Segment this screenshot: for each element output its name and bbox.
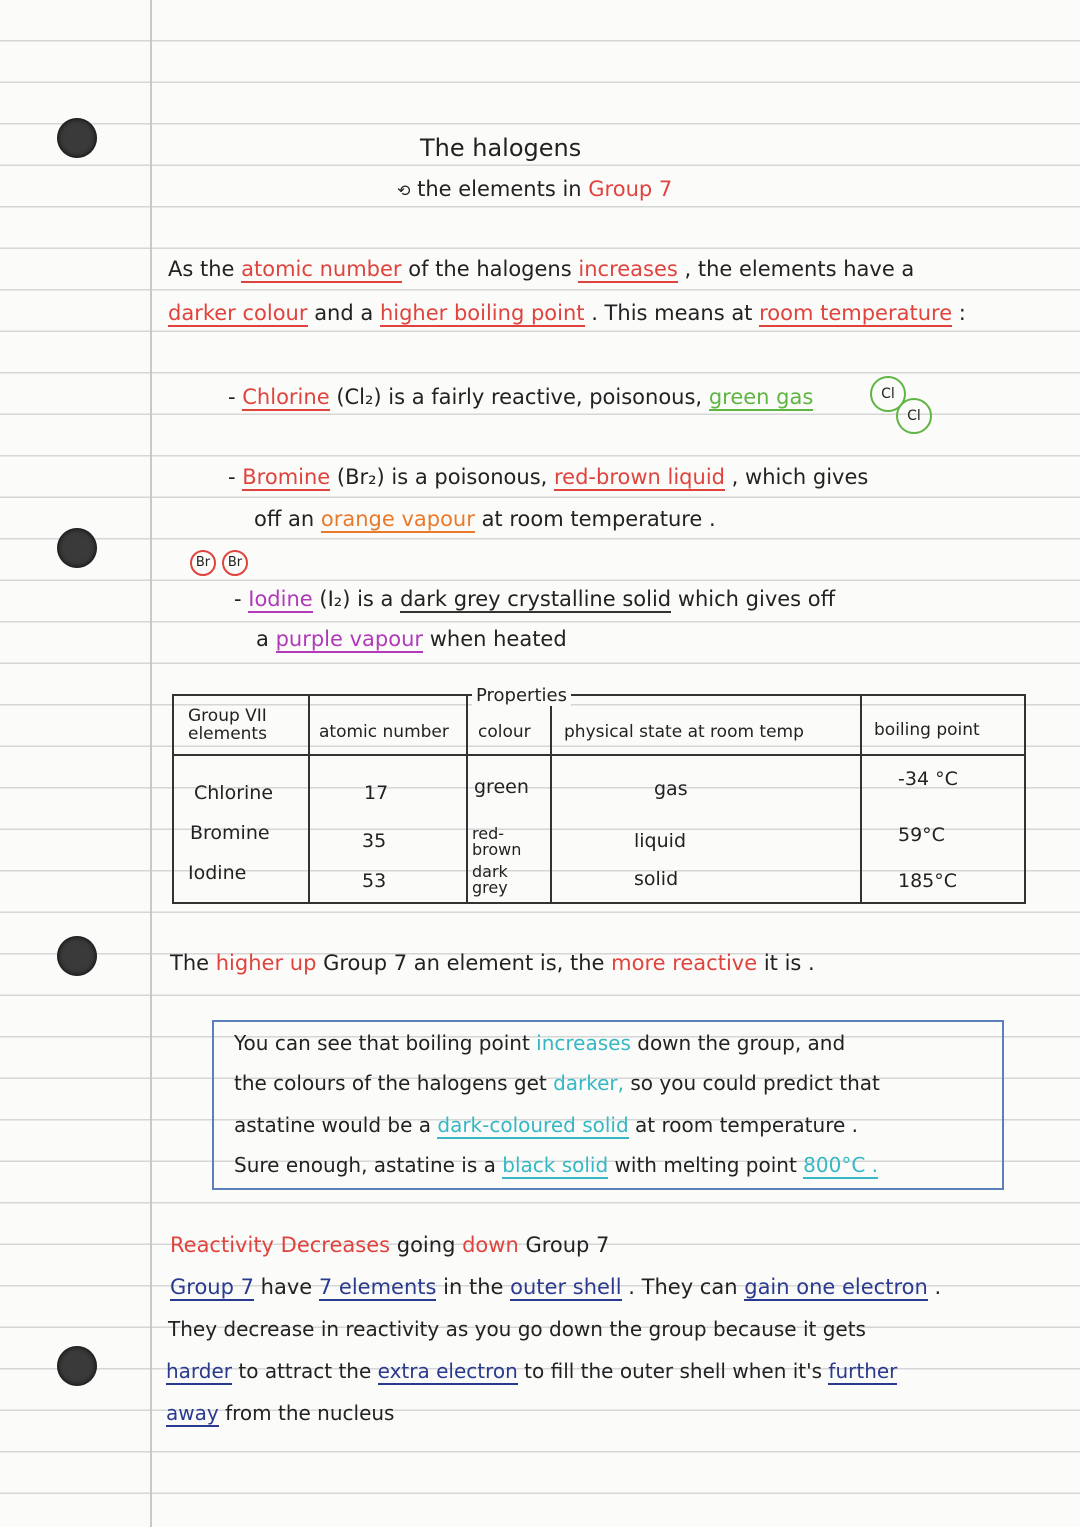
intro-higher-boiling-point: higher boiling point	[379, 301, 585, 325]
note-line-4	[234, 1154, 878, 1176]
reactivity-heading	[170, 1234, 609, 1257]
note-line-2	[234, 1072, 880, 1094]
bromine-word: off an	[254, 507, 315, 531]
intro-word: of the halogens	[408, 257, 572, 281]
page-subtitle	[397, 178, 672, 201]
note-word: Sure enough, astatine is a	[234, 1153, 496, 1177]
intro-increases: increases	[578, 257, 678, 281]
subtitle-group: Group 7	[588, 177, 673, 201]
punch-hole	[57, 936, 97, 976]
table-cell: green	[474, 776, 529, 798]
reactivity-line	[170, 952, 815, 975]
intro-colon: :	[958, 301, 966, 325]
bullet-dash: -	[234, 587, 242, 611]
bottom-7-elements: 7 elements	[318, 1275, 437, 1299]
table-cell: Chlorine	[194, 782, 274, 804]
table-header: Group VII elements	[188, 706, 267, 744]
bullet-bromine	[228, 466, 868, 489]
table-cell: Iodine	[188, 862, 247, 884]
punch-hole	[57, 1346, 97, 1386]
arrow-icon: ⟲	[397, 181, 411, 200]
bottom-word: .	[934, 1275, 942, 1299]
note-800c: 800°C .	[803, 1153, 879, 1177]
table-cell: 53	[362, 870, 387, 892]
iodine-formula: (I₂) is a	[319, 587, 394, 611]
bromine-orange-vapour: orange vapour	[320, 507, 475, 531]
note-darker: darker,	[553, 1071, 625, 1095]
table-header: physical state at room temp	[564, 722, 804, 742]
bottom-further: further	[828, 1359, 898, 1383]
table-cell: liquid	[634, 830, 686, 852]
table-cell: gas	[654, 778, 688, 800]
intro-word: and a	[314, 301, 374, 325]
punch-hole	[57, 528, 97, 568]
chlorine-formula: (Cl₂) is a fairly reactive, poisonous,	[336, 385, 703, 409]
note-word: astatine would be a	[234, 1113, 432, 1137]
chlorine-atom-icon: Cl	[896, 398, 932, 434]
table-cell: 59°C	[898, 824, 945, 846]
bullet-iodine	[234, 588, 835, 611]
properties-label: Properties	[472, 686, 571, 706]
note-word: with melting point	[614, 1153, 797, 1177]
bottom-harder: harder	[166, 1359, 233, 1383]
bottom-word: in the	[443, 1275, 504, 1299]
table-cell: solid	[634, 868, 679, 890]
chlorine-name: Chlorine	[242, 385, 330, 409]
intro-line-1	[168, 258, 914, 281]
iodine-purple-vapour: purple vapour	[275, 627, 424, 651]
table-cell: dark grey	[472, 862, 508, 897]
chlorine-atom-icon: Cl	[870, 376, 906, 412]
bottom-line-1	[170, 1276, 941, 1299]
intro-word: As the	[168, 257, 235, 281]
iodine-word: a	[256, 627, 269, 651]
heading-word: going	[396, 1233, 456, 1257]
intro-word: , the elements have a	[684, 257, 915, 281]
iodine-rest: which gives off	[677, 587, 836, 611]
bottom-outer-shell: outer shell	[510, 1275, 622, 1299]
bullet-dash: -	[228, 465, 236, 489]
bromine-line-2	[254, 508, 716, 531]
subtitle-text: the elements in	[417, 177, 582, 201]
intro-room-temperature: room temperature	[759, 301, 953, 325]
table-header: boiling point	[874, 720, 980, 740]
bottom-word: have	[260, 1275, 313, 1299]
bromine-atom-icon: Br	[190, 550, 216, 576]
intro-darker-colour: darker colour	[168, 301, 308, 325]
bromine-word: at room temperature .	[481, 507, 716, 531]
note-word: You can see that boiling point	[234, 1031, 530, 1055]
table-cell: 17	[364, 782, 389, 804]
iodine-name: Iodine	[248, 587, 313, 611]
reactivity-more-reactive: more reactive	[611, 951, 758, 975]
bottom-gain-one-electron: gain one electron	[744, 1275, 928, 1299]
iodine-word: when heated	[429, 627, 567, 651]
bottom-word: from the nucleus	[225, 1401, 395, 1425]
page-title: The halogens	[420, 134, 582, 162]
bromine-name: Bromine	[242, 465, 331, 489]
table-cell: -34 °C	[898, 768, 958, 790]
bottom-line-3	[166, 1360, 897, 1382]
reactivity-word: The	[170, 951, 210, 975]
table-cell: Bromine	[190, 822, 270, 844]
heading-word: Group 7	[525, 1233, 610, 1257]
punch-hole	[57, 118, 97, 158]
note-line-3	[234, 1114, 858, 1136]
bottom-word: to fill the outer shell when it's	[524, 1359, 823, 1383]
iodine-line-2	[256, 628, 567, 651]
note-word: at room temperature .	[635, 1113, 858, 1137]
table-cell: red-brown	[472, 824, 522, 859]
bottom-group7: Group 7	[170, 1275, 254, 1299]
bottom-line-4	[166, 1402, 394, 1424]
intro-word: . This means at	[591, 301, 753, 325]
bullet-chlorine	[228, 386, 813, 409]
bottom-word: . They can	[628, 1275, 738, 1299]
note-increases: increases	[536, 1031, 631, 1055]
note-line-1	[234, 1032, 845, 1054]
properties-table	[172, 694, 1026, 904]
bottom-word: to attract the	[238, 1359, 372, 1383]
note-word: the colours of the halogens get	[234, 1071, 547, 1095]
reactivity-higher-up: higher up	[215, 951, 317, 975]
heading-reactivity-decreases: Reactivity Decreases	[170, 1233, 391, 1257]
note-word: down the group, and	[637, 1031, 846, 1055]
bottom-line-2: They decrease in reactivity as you go down the group because it gets	[168, 1317, 866, 1341]
bottom-extra-electron: extra electron	[377, 1359, 518, 1383]
intro-atomic-number: atomic number	[241, 257, 402, 281]
iodine-desc: dark grey crystalline solid	[400, 587, 672, 611]
bullet-dash: -	[228, 385, 236, 409]
bromine-desc: red-brown liquid	[554, 465, 725, 489]
note-dark-coloured-solid: dark-coloured solid	[437, 1113, 629, 1137]
heading-down: down	[462, 1233, 519, 1257]
reactivity-word: it is .	[763, 951, 815, 975]
bromine-formula: (Br₂) is a poisonous,	[336, 465, 548, 489]
reactivity-word: Group 7 an element is, the	[323, 951, 605, 975]
bromine-rest: , which gives	[731, 465, 869, 489]
bottom-away: away	[166, 1401, 219, 1425]
note-word: so you could predict that	[630, 1071, 880, 1095]
table-cell: 185°C	[898, 870, 958, 892]
chlorine-desc: green gas	[708, 385, 814, 409]
intro-line-2	[168, 302, 966, 325]
bromine-atom-icon: Br	[222, 550, 248, 576]
table-header: colour	[478, 722, 531, 742]
table-cell: 35	[362, 830, 387, 852]
note-black-solid: black solid	[502, 1153, 609, 1177]
table-header: atomic number	[319, 722, 449, 742]
